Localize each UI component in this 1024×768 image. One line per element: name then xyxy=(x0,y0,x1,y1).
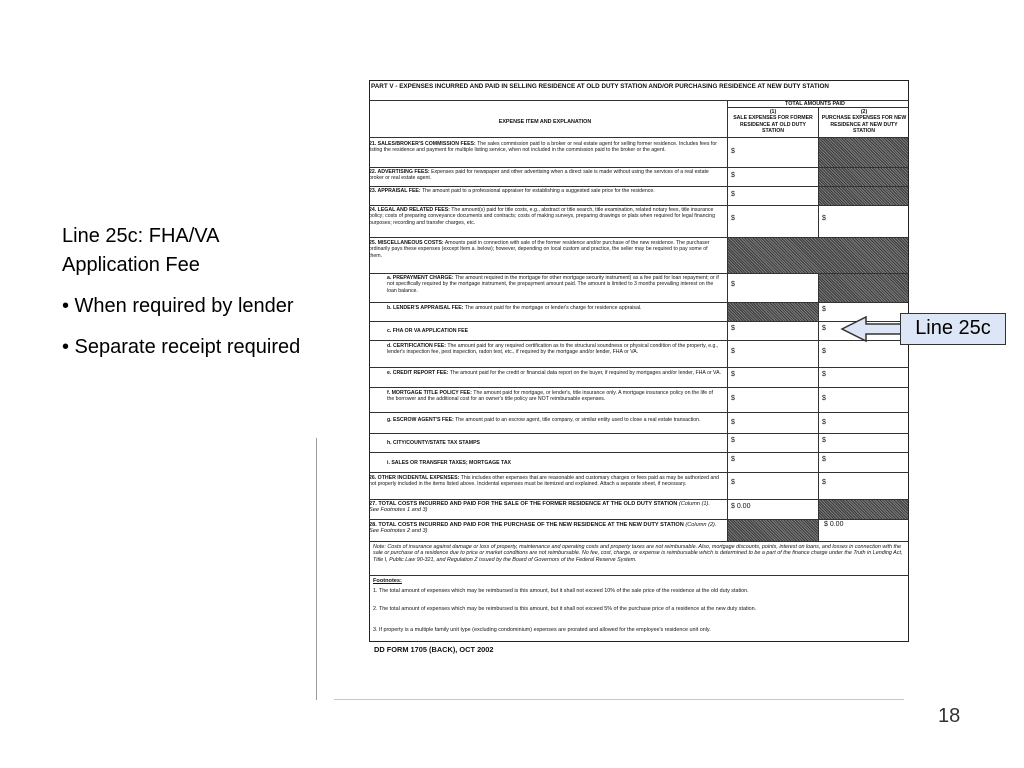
row-21-col1: $ xyxy=(731,148,735,155)
form-note: Note: Costs of insurance against damage or loss of property, maintenance and operating costs and property taxes are not reimbursable. Also, mortgage discounts, points, interest on loans, and losses in connection with the sale or purchase of a residence due to price or market conditions are not reimbursable. No fee, cost, charge, or expense is reimbursable which is determined to be a part of the finance charge under the Truth in Lending Act, Title I, Public Law 90-321, and Regulation Z issued by the Board of Governors of the Federal Reserve System. xyxy=(373,544,903,563)
row-23-text: The amount paid to a professional appraiser for establishing a suggested sale price for the residence. xyxy=(421,188,655,194)
row-28 xyxy=(369,522,721,535)
row-26-label: 26. OTHER INCIDENTAL EXPENSES: xyxy=(369,475,460,481)
row-rule xyxy=(369,367,909,368)
row-25g-text: The amount paid to an escrow agent, title company, or similar entity used to close a real estate transaction. xyxy=(455,417,701,423)
row-rule xyxy=(369,472,909,473)
slide-text-block xyxy=(62,222,312,374)
row-26-col2: $ xyxy=(822,479,826,486)
row-25e-col1: $ xyxy=(731,371,735,378)
row-27-col1: $ 0.00 xyxy=(731,503,751,510)
column-header-item: EXPENSE ITEM AND EXPLANATION xyxy=(498,119,592,125)
row-22-label: 22. ADVERTISING FEES: xyxy=(369,169,430,175)
row-28-col2: $ 0.00 xyxy=(824,521,844,528)
row-23 xyxy=(369,188,721,194)
row-25h-col1: $ xyxy=(731,437,735,444)
row-27-text: (Column (1). See Footnotes 1 and 3) xyxy=(369,501,710,514)
shaded-cell xyxy=(728,520,818,541)
row-25d-col2: $ xyxy=(822,348,826,355)
row-25g xyxy=(387,417,721,423)
row-25e-label: e. CREDIT REPORT FEE: xyxy=(387,370,449,376)
row-27 xyxy=(369,501,721,514)
row-23-label: 23. APPRAISAL FEE: xyxy=(369,188,421,194)
form-identifier: DD FORM 1705 (BACK), OCT 2002 xyxy=(374,645,494,654)
row-25d-label: d. CERTIFICATION FEE: xyxy=(387,343,446,349)
row-rule xyxy=(369,205,909,206)
shaded-cell xyxy=(819,500,908,519)
row-22 xyxy=(369,169,721,182)
shaded-cell xyxy=(728,238,908,273)
callout-arrow-icon xyxy=(836,313,902,347)
footnote-2: 2. The total amount of expenses which may be reimbursed is this amount, but it shall not exceed 5% of the purchase price of a residence at the new duty station. xyxy=(373,606,757,612)
row-25a-label: a. PREPAYMENT CHARGE: xyxy=(387,275,454,281)
row-24 xyxy=(369,207,721,226)
row-23-col1: $ xyxy=(731,191,735,198)
row-28-text: (Column (2). See Footnotes 2 and 3) xyxy=(369,522,717,535)
scan-side-edge xyxy=(316,438,317,700)
row-26-col1: $ xyxy=(731,479,735,486)
row-25f-col1: $ xyxy=(731,395,735,402)
row-25e-text: The amount paid for the credit or financial data report on the buyer, if required by mortgages and/or lender, FHA or VA. xyxy=(449,370,722,376)
row-rule xyxy=(369,302,909,303)
row-25b-text: The amount paid for the mortgage or lender's charge for residence appraisal. xyxy=(464,305,642,311)
row-24-text: The amount(s) paid for title costs, e.g., abstract or title search, title examination, related notary fees, title insurance policy; costs of preparing conveyance documents and contracts; costs of making surveys, preparing drawings or plats when required for legal financing purposes; recording and transfer charges, etc. xyxy=(369,207,716,226)
column-1-number: (1) xyxy=(769,109,777,115)
row-25f-label: f. MORTGAGE TITLE POLICY FEE: xyxy=(387,390,472,396)
row-25 xyxy=(369,240,721,259)
row-21-label: 21. SALES/BROKER'S COMMISSION FEES: xyxy=(369,141,476,147)
row-24-label: 24. LEGAL AND RELATED FEES: xyxy=(369,207,450,213)
column-1-header xyxy=(730,109,816,134)
row-25i-col2: $ xyxy=(822,456,826,463)
callout-label: Line 25c xyxy=(900,313,1006,345)
row-25i-col1: $ xyxy=(731,456,735,463)
row-25h xyxy=(387,440,721,446)
row-25f xyxy=(387,390,721,403)
row-rule xyxy=(369,412,909,413)
row-rule xyxy=(369,387,909,388)
footnotes-title: Footnotes: xyxy=(373,578,402,584)
row-25f-col2: $ xyxy=(822,395,826,402)
row-rule xyxy=(369,452,909,453)
row-25f-text: The amount paid for mortgage, or lender's, title insurance only. A mortgage insurance policy on the life of the borrower and the additional cost for an owner's title policy are NOT reimbursable expenses. xyxy=(387,390,713,403)
row-25d xyxy=(387,343,721,356)
row-25i xyxy=(387,460,721,466)
row-25i-label: i. SALES OR TRANSFER TAXES; MORTGAGE TAX xyxy=(387,460,512,466)
row-25-text: Amounts paid in connection with sale of the former residence and/or purchase of the new residence. The purchaser ordinarily pays these expenses (except Item a. below); however, depending on local custom and practice, the seller may be required to pay some of them. xyxy=(369,240,710,259)
row-rule xyxy=(369,541,909,542)
scanned-form xyxy=(365,80,911,658)
line-25c-callout xyxy=(836,313,1008,347)
row-22-text: Expenses paid for newspaper and other advertising when a direct sale is made without using the services of a real estate broker or real estate agent. xyxy=(369,169,709,182)
bullet-separate-receipt: • Separate receipt required xyxy=(62,336,301,358)
scan-bottom-edge xyxy=(334,699,904,700)
slide-heading: Line 25c: FHA/VA Application Fee xyxy=(62,225,219,276)
footnote-1: 1. The total amount of expenses which may be reimbursed is this amount, but it shall not exceed 10% of the sale price of the residence at the old duty station. xyxy=(373,588,749,594)
row-24-col2: $ xyxy=(822,215,826,222)
row-21-text: The sales commission paid to a broker or real estate agent for selling former residence. Includes fees for listing the residence and payment for multiple listing service, when not included in the commission paid to the broker or the agent. xyxy=(369,141,717,154)
row-25c-col2: $ xyxy=(822,325,826,332)
row-22-col1: $ xyxy=(731,172,735,179)
row-25c-col1: $ xyxy=(731,325,735,332)
bullet-when-required: • When required by lender xyxy=(62,295,294,317)
column-header-total: TOTAL AMOUNTS PAID xyxy=(785,101,845,107)
form-part-title: PART V - EXPENSES INCURRED AND PAID IN SELLING RESIDENCE AT OLD DUTY STATION AND/OR PURCHASING RESIDENCE AT NEW DUTY STATION xyxy=(371,83,829,90)
row-28-label: 28. TOTAL COSTS INCURRED AND PAID FOR THE PURCHASE OF THE NEW RESIDENCE AT THE NEW DUTY STATION xyxy=(369,522,684,528)
row-rule xyxy=(369,340,909,341)
row-25h-col2: $ xyxy=(822,437,826,444)
row-rule xyxy=(369,321,909,322)
row-21 xyxy=(369,141,721,154)
row-25d-text: The amount paid for any required certification as to the structural soundness or physical condition of the property, e.g., lender's inspection fee, pest inspection, radon test, etc., if required by the mortgage and/or lender, FHA or VA. xyxy=(387,343,719,356)
row-25a-col1: $ xyxy=(731,281,735,288)
shaded-cell xyxy=(728,303,818,321)
row-25b-label: b. LENDER'S APPRAISAL FEE: xyxy=(387,305,464,311)
column-1-label: SALE EXPENSES FOR FORMER RESIDENCE AT OLD DUTY STATION xyxy=(733,115,813,134)
row-24-col1: $ xyxy=(731,215,735,222)
row-25a xyxy=(387,275,721,294)
column-2-header xyxy=(821,109,907,134)
row-27-label: 27. TOTAL COSTS INCURRED AND PAID FOR THE SALE OF THE FORMER RESIDENCE AT THE OLD DUTY STATION xyxy=(369,501,678,507)
row-rule xyxy=(369,519,909,520)
row-25b-col2: $ xyxy=(822,306,826,313)
row-25g-col2: $ xyxy=(822,419,826,426)
row-25e xyxy=(387,370,721,376)
row-25a-text: The amount required in the mortgage for other mortgage security instrument) as a fee paid for loan repayment; or if not specifically required by the mortgage instrument, the prepayment amount paid. The amount is limited to 3 months prevailing interest on the loan balance. xyxy=(387,275,719,294)
row-25g-col1: $ xyxy=(731,419,735,426)
row-25-label: 25. MISCELLANEOUS COSTS: xyxy=(369,240,444,246)
row-rule xyxy=(369,433,909,434)
shaded-cell xyxy=(819,168,908,186)
shaded-cell xyxy=(819,187,908,205)
row-rule xyxy=(369,575,909,576)
row-25h-label: h. CITY/COUNTY/STATE TAX STAMPS xyxy=(387,440,480,446)
row-26 xyxy=(369,475,721,488)
column-2-number: (2) xyxy=(860,109,868,115)
row-25g-label: g. ESCROW AGENT'S FEE: xyxy=(387,417,454,423)
page-number: 18 xyxy=(938,705,961,727)
row-26-text: This includes other expenses that are reasonable and customary charges or fees paid as may be authorized and not properly included in the items listed above. Incidental expenses must be itemized and explained. Attach a separate sheet, if necessary. xyxy=(369,475,720,488)
row-25c-label: c. FHA OR VA APPLICATION FEE xyxy=(387,328,469,334)
row-25d-col1: $ xyxy=(731,348,735,355)
row-25e-col2: $ xyxy=(822,371,826,378)
row-25c xyxy=(387,328,721,334)
shaded-cell xyxy=(819,138,908,167)
shaded-cell xyxy=(819,274,908,302)
row-25b xyxy=(387,305,721,311)
footnote-3: 3. If property is a multiple family unit type (excluding condominium) expenses are prorated and allowed for the employee's residence unit only. xyxy=(373,627,711,633)
column-2-label: PURCHASE EXPENSES FOR NEW RESIDENCE AT NEW DUTY STATION xyxy=(821,115,907,134)
